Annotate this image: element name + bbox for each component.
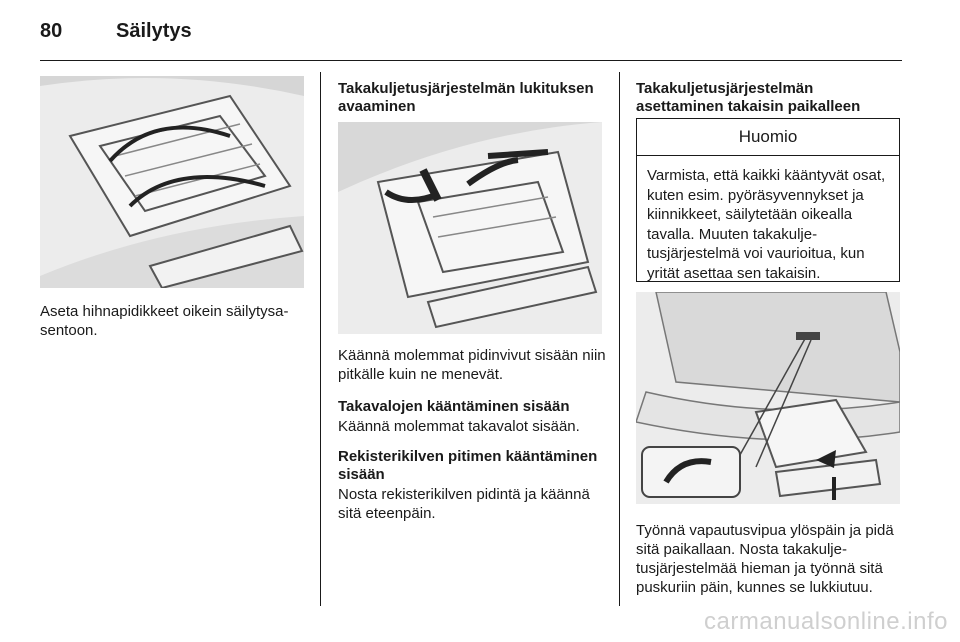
section-heading: Takakuljetusjärjestelmän asettaminen takaisin paikalleen [636,80,861,115]
paragraph: Nosta rekisterikilven pidintä ja käännä sitä eteenpäin. [338,486,590,522]
illustration-strap-holders [40,76,304,288]
illustration-reinsert-carrier [636,292,900,504]
column-divider [320,72,321,606]
illustration-unlock-carrier [338,122,602,334]
paragraph: Käännä molemmat pidinvivut sisään niin pitkälle kuin ne menevät. [338,347,606,383]
paragraph: Työnnä vapautusvipua ylöspäin ja pidä sitä paikallaan. Nosta takakuljetusjärjestelmää hieman ja työnnä sitä puskuriin päin, kunnes se lukkiutuu. [636,522,894,596]
column-divider [619,72,620,606]
page-number: 80 [40,20,63,42]
notice-box [636,118,900,282]
subheading: Rekisterikilven pitimen kääntäminen sisään [338,448,598,483]
header-rule [40,60,902,61]
subheading: Takavalojen kääntäminen sisään [338,398,570,415]
paragraph: Käännä molemmat takavalot sisään. [338,418,580,435]
watermark: carmanualsonline.info [704,608,948,635]
section-heading: Takakuljetusjärjestelmän lukituksen avaaminen [338,80,594,115]
notice-body: Varmista, että kaikki kääntyvät osat, kuten esim. pyöräsyvennykset ja kiinnikkeet, säilytetään oikealla tavalla. Muuten takakuljetusjärjestelmä voi vaurioitua, kun yrität asettaa sen takaisin. [647,167,886,282]
notice-title: Huomio [637,119,899,156]
chapter-title: Säilytys [116,20,192,42]
caption-col1: Aseta hihnapidikkeet oikein säilytysasentoon. [40,303,289,339]
